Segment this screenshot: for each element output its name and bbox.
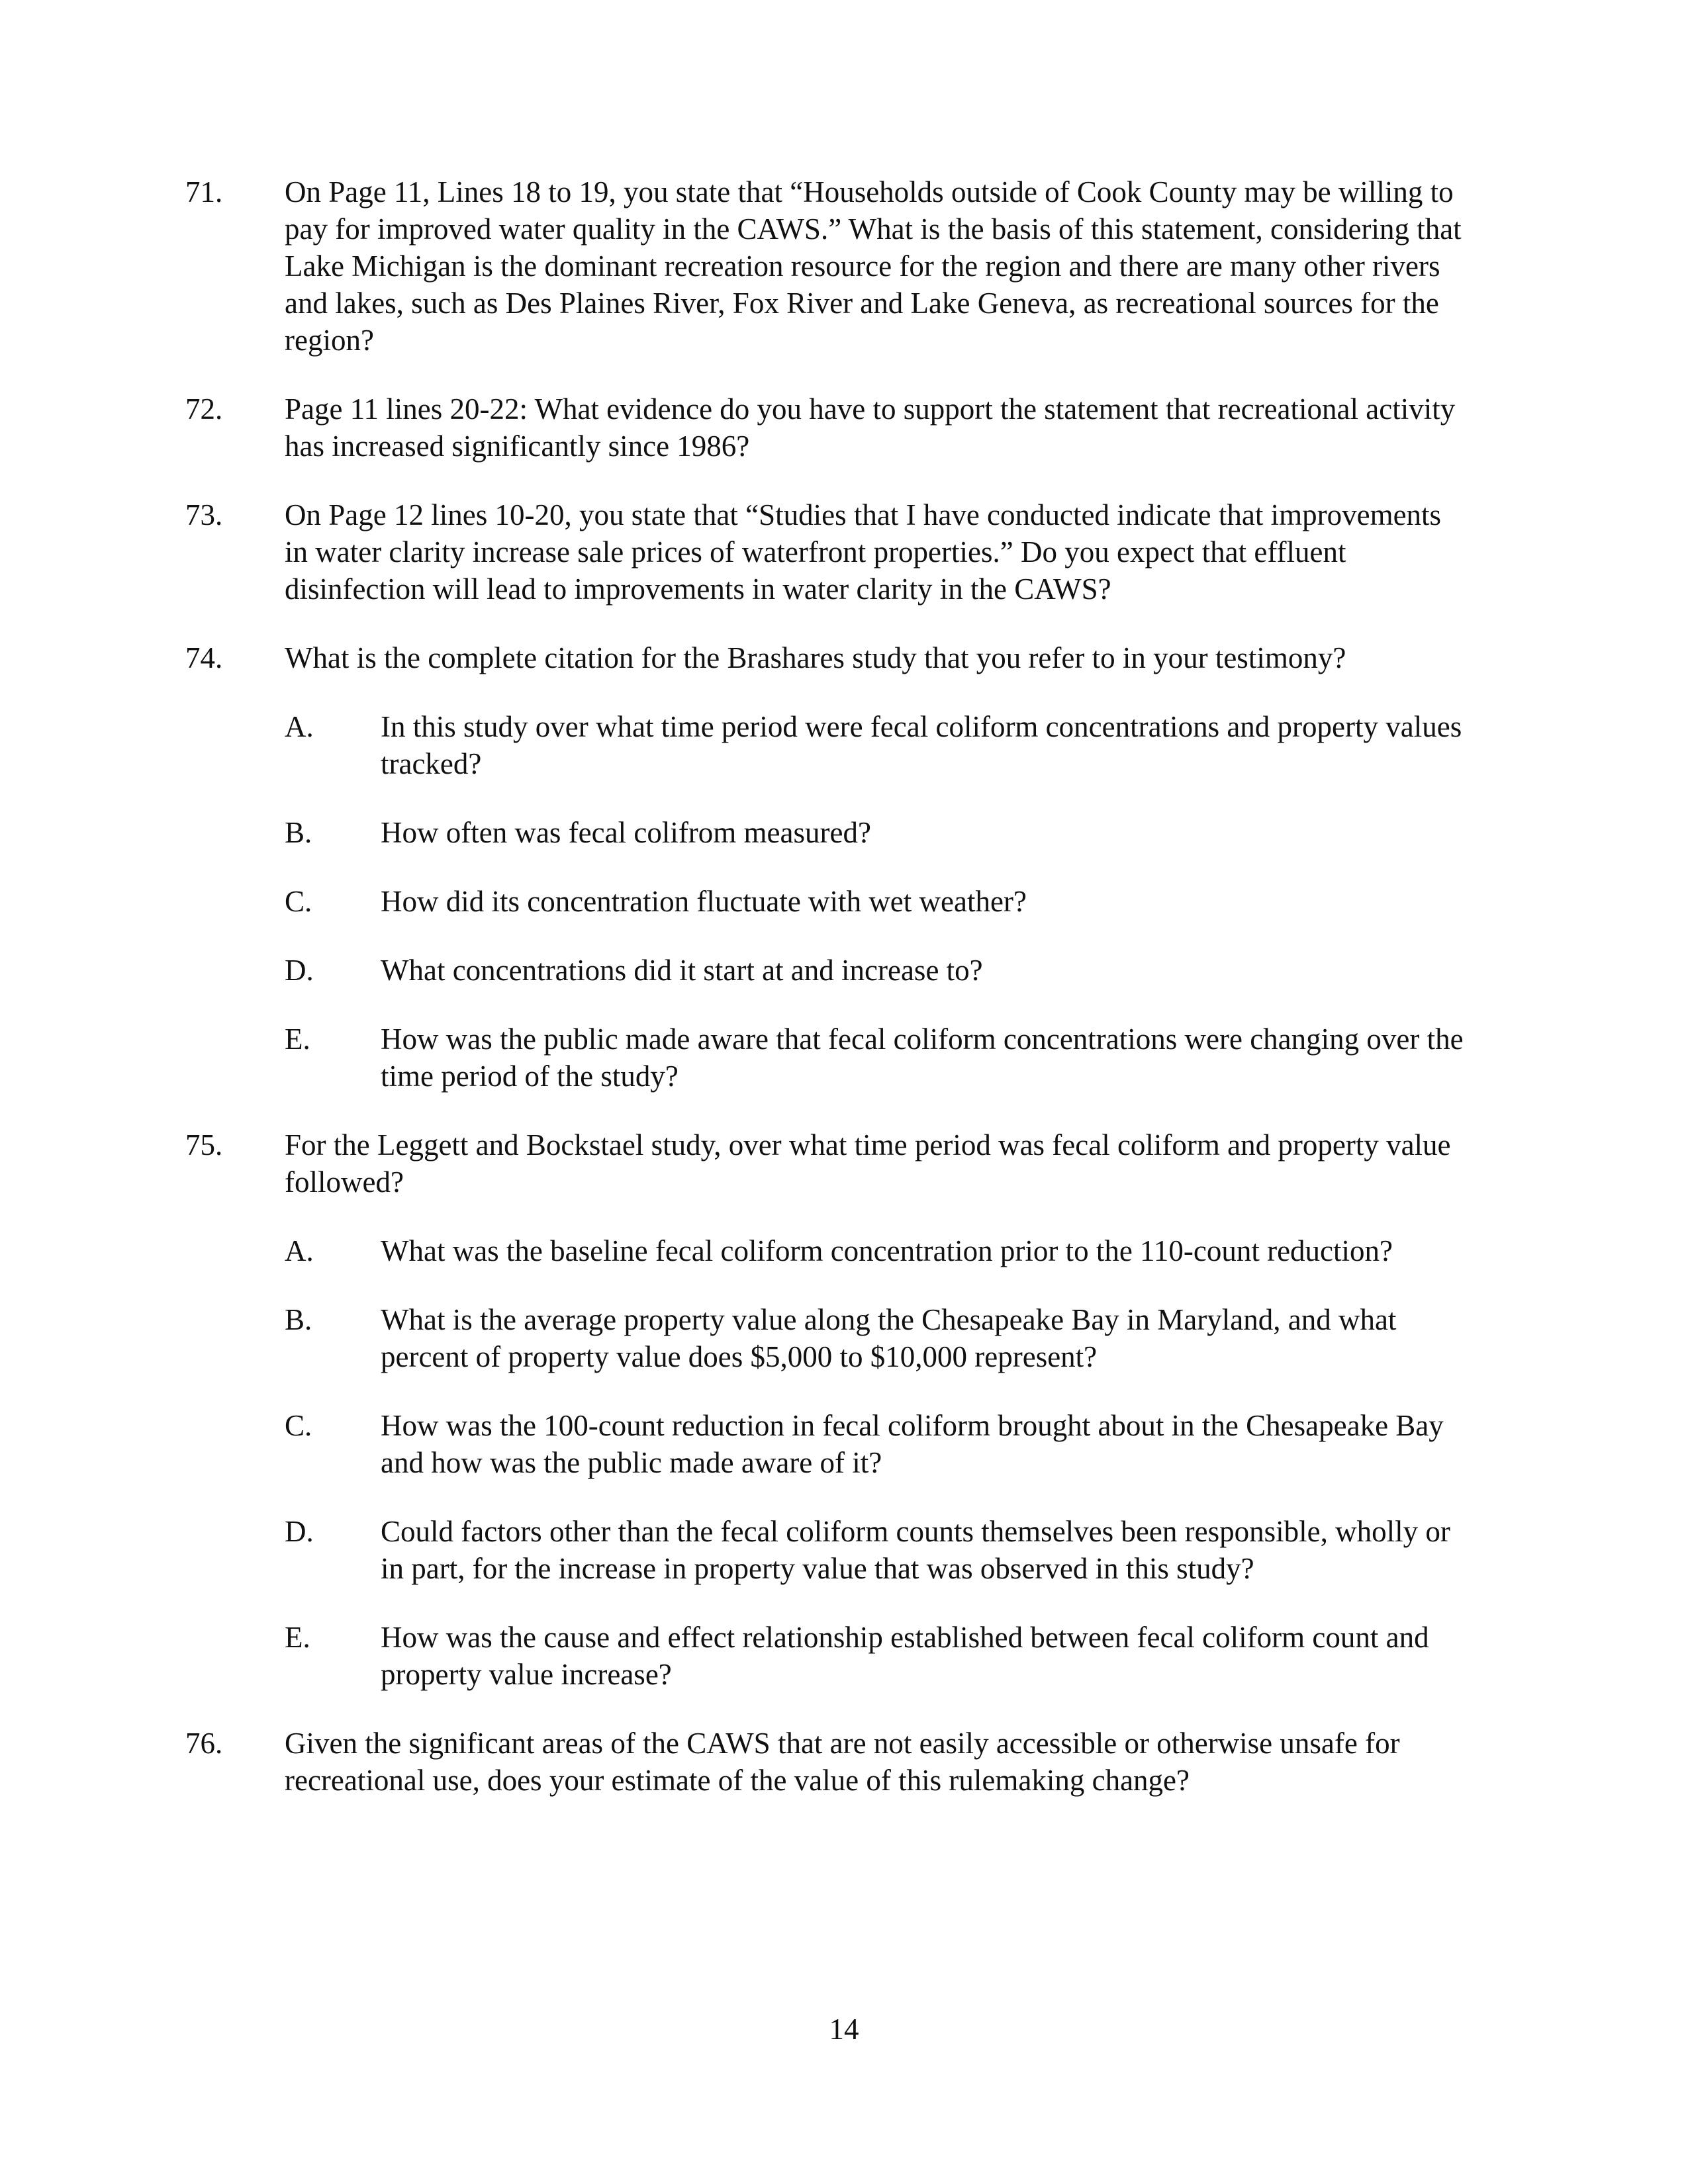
sub-question-letter: C. bbox=[285, 885, 312, 918]
question-74 bbox=[185, 639, 1470, 676]
sub-question-letter: D. bbox=[285, 1515, 314, 1548]
question-list bbox=[185, 173, 1470, 1799]
question-72 bbox=[185, 390, 1470, 465]
sub-question-letter: A. bbox=[285, 1234, 314, 1267]
sub-question-letter: E. bbox=[285, 1023, 310, 1056]
question-text: On Page 12 lines 10-20, you state that “Studies that I have conducted indicate that improvements in water clarity increase sale prices of waterfront properties.” Do you expect that effluent disinfection will lead to improvements in water clarity in the CAWS? bbox=[285, 498, 1442, 606]
sub-question-text: How often was fecal colifrom measured? bbox=[381, 816, 871, 849]
question-text: Given the significant areas of the CAWS that are not easily accessible or otherwise unsafe for recreational use, does your estimate of the value of this rulemaking change? bbox=[285, 1727, 1400, 1797]
sub-question-letter: B. bbox=[285, 1303, 312, 1336]
sub-question-74d bbox=[185, 952, 1470, 989]
question-text: Page 11 lines 20-22: What evidence do you have to support the statement that recreational activity has increased significantly since 1986? bbox=[285, 392, 1456, 463]
question-number: 72. bbox=[185, 392, 223, 426]
sub-question-letter: A. bbox=[285, 710, 314, 743]
question-76 bbox=[185, 1725, 1470, 1799]
sub-question-74b bbox=[185, 814, 1470, 851]
sub-question-letter: C. bbox=[285, 1409, 312, 1442]
sub-question-text: How was the public made aware that fecal coliform concentrations were changing over the time period of the study? bbox=[381, 1023, 1464, 1093]
question-number: 74. bbox=[185, 641, 223, 674]
sub-question-75c bbox=[185, 1407, 1470, 1481]
sub-question-text: Could factors other than the fecal coliform counts themselves been responsible, wholly or in part, for the increase in property value that was observed in this study? bbox=[381, 1515, 1450, 1585]
sub-question-text: What is the average property value along the Chesapeake Bay in Maryland, and what percent of property value does $5,000 to $10,000 represent? bbox=[381, 1303, 1397, 1373]
question-number: 76. bbox=[185, 1727, 223, 1760]
question-text: For the Leggett and Bockstael study, over what time period was fecal coliform and property value followed? bbox=[285, 1128, 1451, 1199]
sub-question-74c bbox=[185, 883, 1470, 920]
sub-question-75e bbox=[185, 1619, 1470, 1693]
question-text: What is the complete citation for the Brashares study that you refer to in your testimony? bbox=[285, 641, 1346, 674]
question-71 bbox=[185, 173, 1470, 359]
sub-question-75d bbox=[185, 1513, 1470, 1587]
sub-question-text: How was the cause and effect relationship established between fecal coliform count and property value increase? bbox=[381, 1621, 1429, 1691]
question-number: 75. bbox=[185, 1128, 223, 1161]
sub-question-text: In this study over what time period were fecal coliform concentrations and property values tracked? bbox=[381, 710, 1462, 780]
sub-question-text: What concentrations did it start at and increase to? bbox=[381, 954, 983, 987]
sub-question-text: How did its concentration fluctuate with wet weather? bbox=[381, 885, 1027, 918]
question-73 bbox=[185, 496, 1470, 608]
sub-question-74a bbox=[185, 708, 1470, 782]
question-text: On Page 11, Lines 18 to 19, you state that “Households outside of Cook County may be willing to pay for improved water quality in the CAWS.” What is the basis of this statement, considering that Lake Michigan is the dominant recreation resource for the region and there are many other rivers and lakes, such as Des Plaines River, Fox River and Lake Geneva, as recreational sources for the region? bbox=[285, 175, 1462, 357]
question-number: 71. bbox=[185, 175, 223, 208]
sub-question-75b bbox=[185, 1301, 1470, 1375]
sub-question-letter: E. bbox=[285, 1621, 310, 1654]
sub-question-75a bbox=[185, 1232, 1470, 1269]
sub-question-letter: B. bbox=[285, 816, 312, 849]
sub-question-74e bbox=[185, 1021, 1470, 1095]
sub-question-text: What was the baseline fecal coliform concentration prior to the 110-count reduction? bbox=[381, 1234, 1393, 1267]
question-75 bbox=[185, 1126, 1470, 1201]
sub-question-text: How was the 100-count reduction in fecal coliform brought about in the Chesapeake Bay and how was the public made aware of it? bbox=[381, 1409, 1444, 1479]
sub-question-letter: D. bbox=[285, 954, 314, 987]
page-number: 14 bbox=[829, 2013, 859, 2046]
question-number: 73. bbox=[185, 498, 223, 531]
